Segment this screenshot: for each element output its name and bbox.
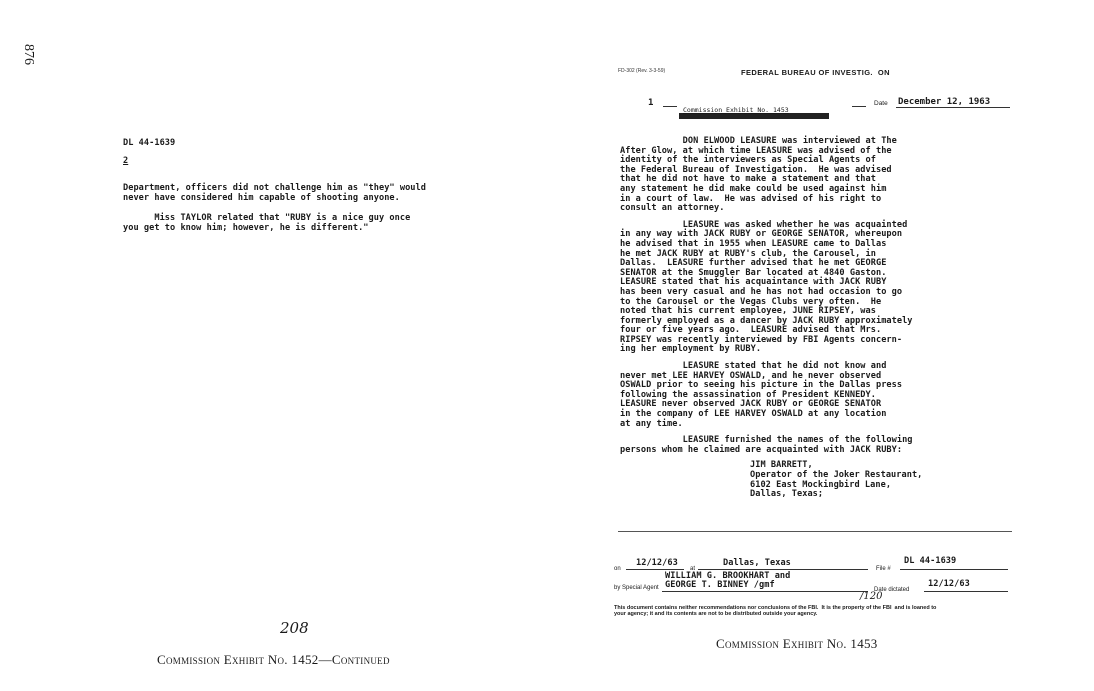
underline: [626, 569, 684, 570]
text-line: OSWALD prior to seeing his picture in the Dallas press: [620, 380, 903, 391]
text-line: four or five years ago. LEASURE advised that Mrs.: [620, 325, 882, 336]
text-line: your agency; it and its contents are not to be distributed outside your agency.: [614, 611, 818, 617]
sheet-number: 2: [123, 156, 129, 166]
exhibit-tag: Commission Exhibit No. 1453: [683, 106, 789, 114]
text-line: RIPSEY was recently interviewed by FBI Agents concern-: [620, 334, 903, 345]
at-label: at: [690, 566, 696, 572]
text-line: in a court of law. He was advised of his right to: [620, 193, 882, 204]
text-line: never met LEE HARVEY OSWALD, and he never observed: [620, 370, 882, 381]
exhibit-caption-right: Commission Exhibit No. 1453: [716, 636, 878, 651]
text-line: Operator of the Joker Restaurant,: [750, 470, 923, 480]
handwritten-number: 208: [280, 619, 309, 637]
file-label: File #: [876, 566, 891, 572]
text-line: LEASURE was asked whether he was acquainted: [620, 219, 908, 230]
text-line: LEASURE stated that his acquaintance with JACK RUBY: [620, 277, 887, 288]
text-line: 6102 East Mockingbird Lane,: [750, 479, 892, 490]
text-line: Department, officers did not challenge him as "they" would: [123, 183, 426, 193]
exhibit-caption-left: Commission Exhibit No. 1452—Continued: [157, 652, 390, 667]
page-number: 876: [21, 44, 36, 65]
footer-divider: [618, 531, 1012, 532]
divider: [852, 106, 866, 107]
text-line: DON ELWOOD LEASURE was interviewed at The: [620, 136, 897, 146]
text-line: you get to know him; however, he is different.": [123, 222, 369, 233]
list-entry: [750, 461, 922, 499]
agency-header: FEDERAL BUREAU OF INVESTIG. ON: [741, 68, 890, 77]
paragraph: [123, 214, 410, 233]
text-line: ing her employment by RUBY.: [620, 344, 762, 355]
agent-label: by Special Agent: [614, 585, 659, 591]
agent-line-2: GEORGE T. BINNEY /gmf: [665, 580, 775, 590]
page-indicator: 1: [648, 98, 654, 108]
text-line: in any way with JACK RUBY or GEORGE SENATOR, whereupon: [620, 229, 903, 240]
text-line: Miss TAYLOR related that "RUBY is a nice guy once: [123, 213, 411, 223]
agent-line-1: WILLIAM G. BROOKHART and: [665, 571, 791, 581]
on-label: on: [614, 566, 621, 572]
file-value: DL 44-1639: [904, 556, 957, 566]
text-line: following the assassination of President KENNEDY.: [620, 389, 876, 400]
report-body: [620, 137, 922, 500]
paragraph: [620, 362, 922, 429]
at-value: Dallas, Texas: [723, 558, 791, 568]
text-line: in the company of LEE HARVEY OSWALD at any location: [620, 409, 887, 420]
text-line: he advised that in 1955 when LEASURE came to Dallas: [620, 238, 887, 249]
date-underline: [896, 107, 1010, 108]
report-date: December 12, 1963: [898, 97, 991, 107]
paragraph: [620, 221, 922, 355]
paragraph: [620, 436, 922, 455]
text-line: he met JACK RUBY at RUBY's club, the Carousel, in: [620, 248, 876, 259]
dictated-label: Date dictated: [874, 587, 910, 593]
text-line: LEASURE never observed JACK RUBY or GEORGE SENATOR: [620, 399, 882, 410]
text-line: Dallas. LEASURE further advised that he met GEORGE: [620, 258, 887, 269]
text-line: consult an attorney.: [620, 203, 725, 214]
paragraph: [123, 184, 426, 203]
text-line: that he did not have to make a statement and that: [620, 174, 876, 185]
underline: [900, 569, 1008, 570]
underline: [698, 569, 868, 570]
underline: [662, 591, 868, 592]
dictated-value: 12/12/63: [928, 579, 970, 589]
disclaimer: [614, 605, 936, 617]
text-line: formerly employed as a dancer by JACK RUBY approximately: [620, 315, 913, 326]
form-number: FD-302 (Rev. 3-3-59): [618, 68, 666, 74]
text-line: JIM BARRETT,: [750, 460, 813, 471]
text-line: any statement he did make could be used against him: [620, 183, 887, 194]
underline: [924, 591, 1008, 592]
text-line: noted that his current employee, JUNE RIPSEY, was: [620, 306, 876, 317]
text-line: LEASURE furnished the names of the following: [620, 435, 913, 446]
text-line: at any time.: [620, 418, 683, 429]
text-line: This document contains neither recommendations nor conclusions of the FBI. It is the property of the FBI and is loaned to: [614, 605, 937, 611]
text-line: LEASURE stated that he did not know and: [620, 361, 887, 372]
text-line: SENATOR at the Smuggler Bar located at 4840 Gaston.: [620, 267, 887, 278]
text-line: has been very casual and he has not had occasion to go: [620, 286, 903, 297]
date-label: Date: [874, 100, 888, 107]
divider: [663, 106, 677, 107]
text-line: identity of the interviewers as Special Agents of: [620, 155, 876, 166]
text-line: to the Carousel or the Vegas Clubs very often. He: [620, 296, 882, 307]
text-line: never have considered him capable of shooting anyone.: [123, 192, 400, 203]
file-number: DL 44-1639: [123, 138, 176, 148]
handwritten-mark: /120: [860, 591, 883, 602]
text-line: After Glow, at which time LEASURE was advised of the: [620, 145, 892, 156]
text-line: persons whom he claimed are acquainted with JACK RUBY:: [620, 444, 903, 455]
paragraph: [620, 137, 922, 214]
text-line: the Federal Bureau of Investigation. He was advised: [620, 164, 892, 175]
text-line: Dallas, Texas;: [750, 489, 824, 500]
on-value: 12/12/63: [636, 558, 678, 568]
